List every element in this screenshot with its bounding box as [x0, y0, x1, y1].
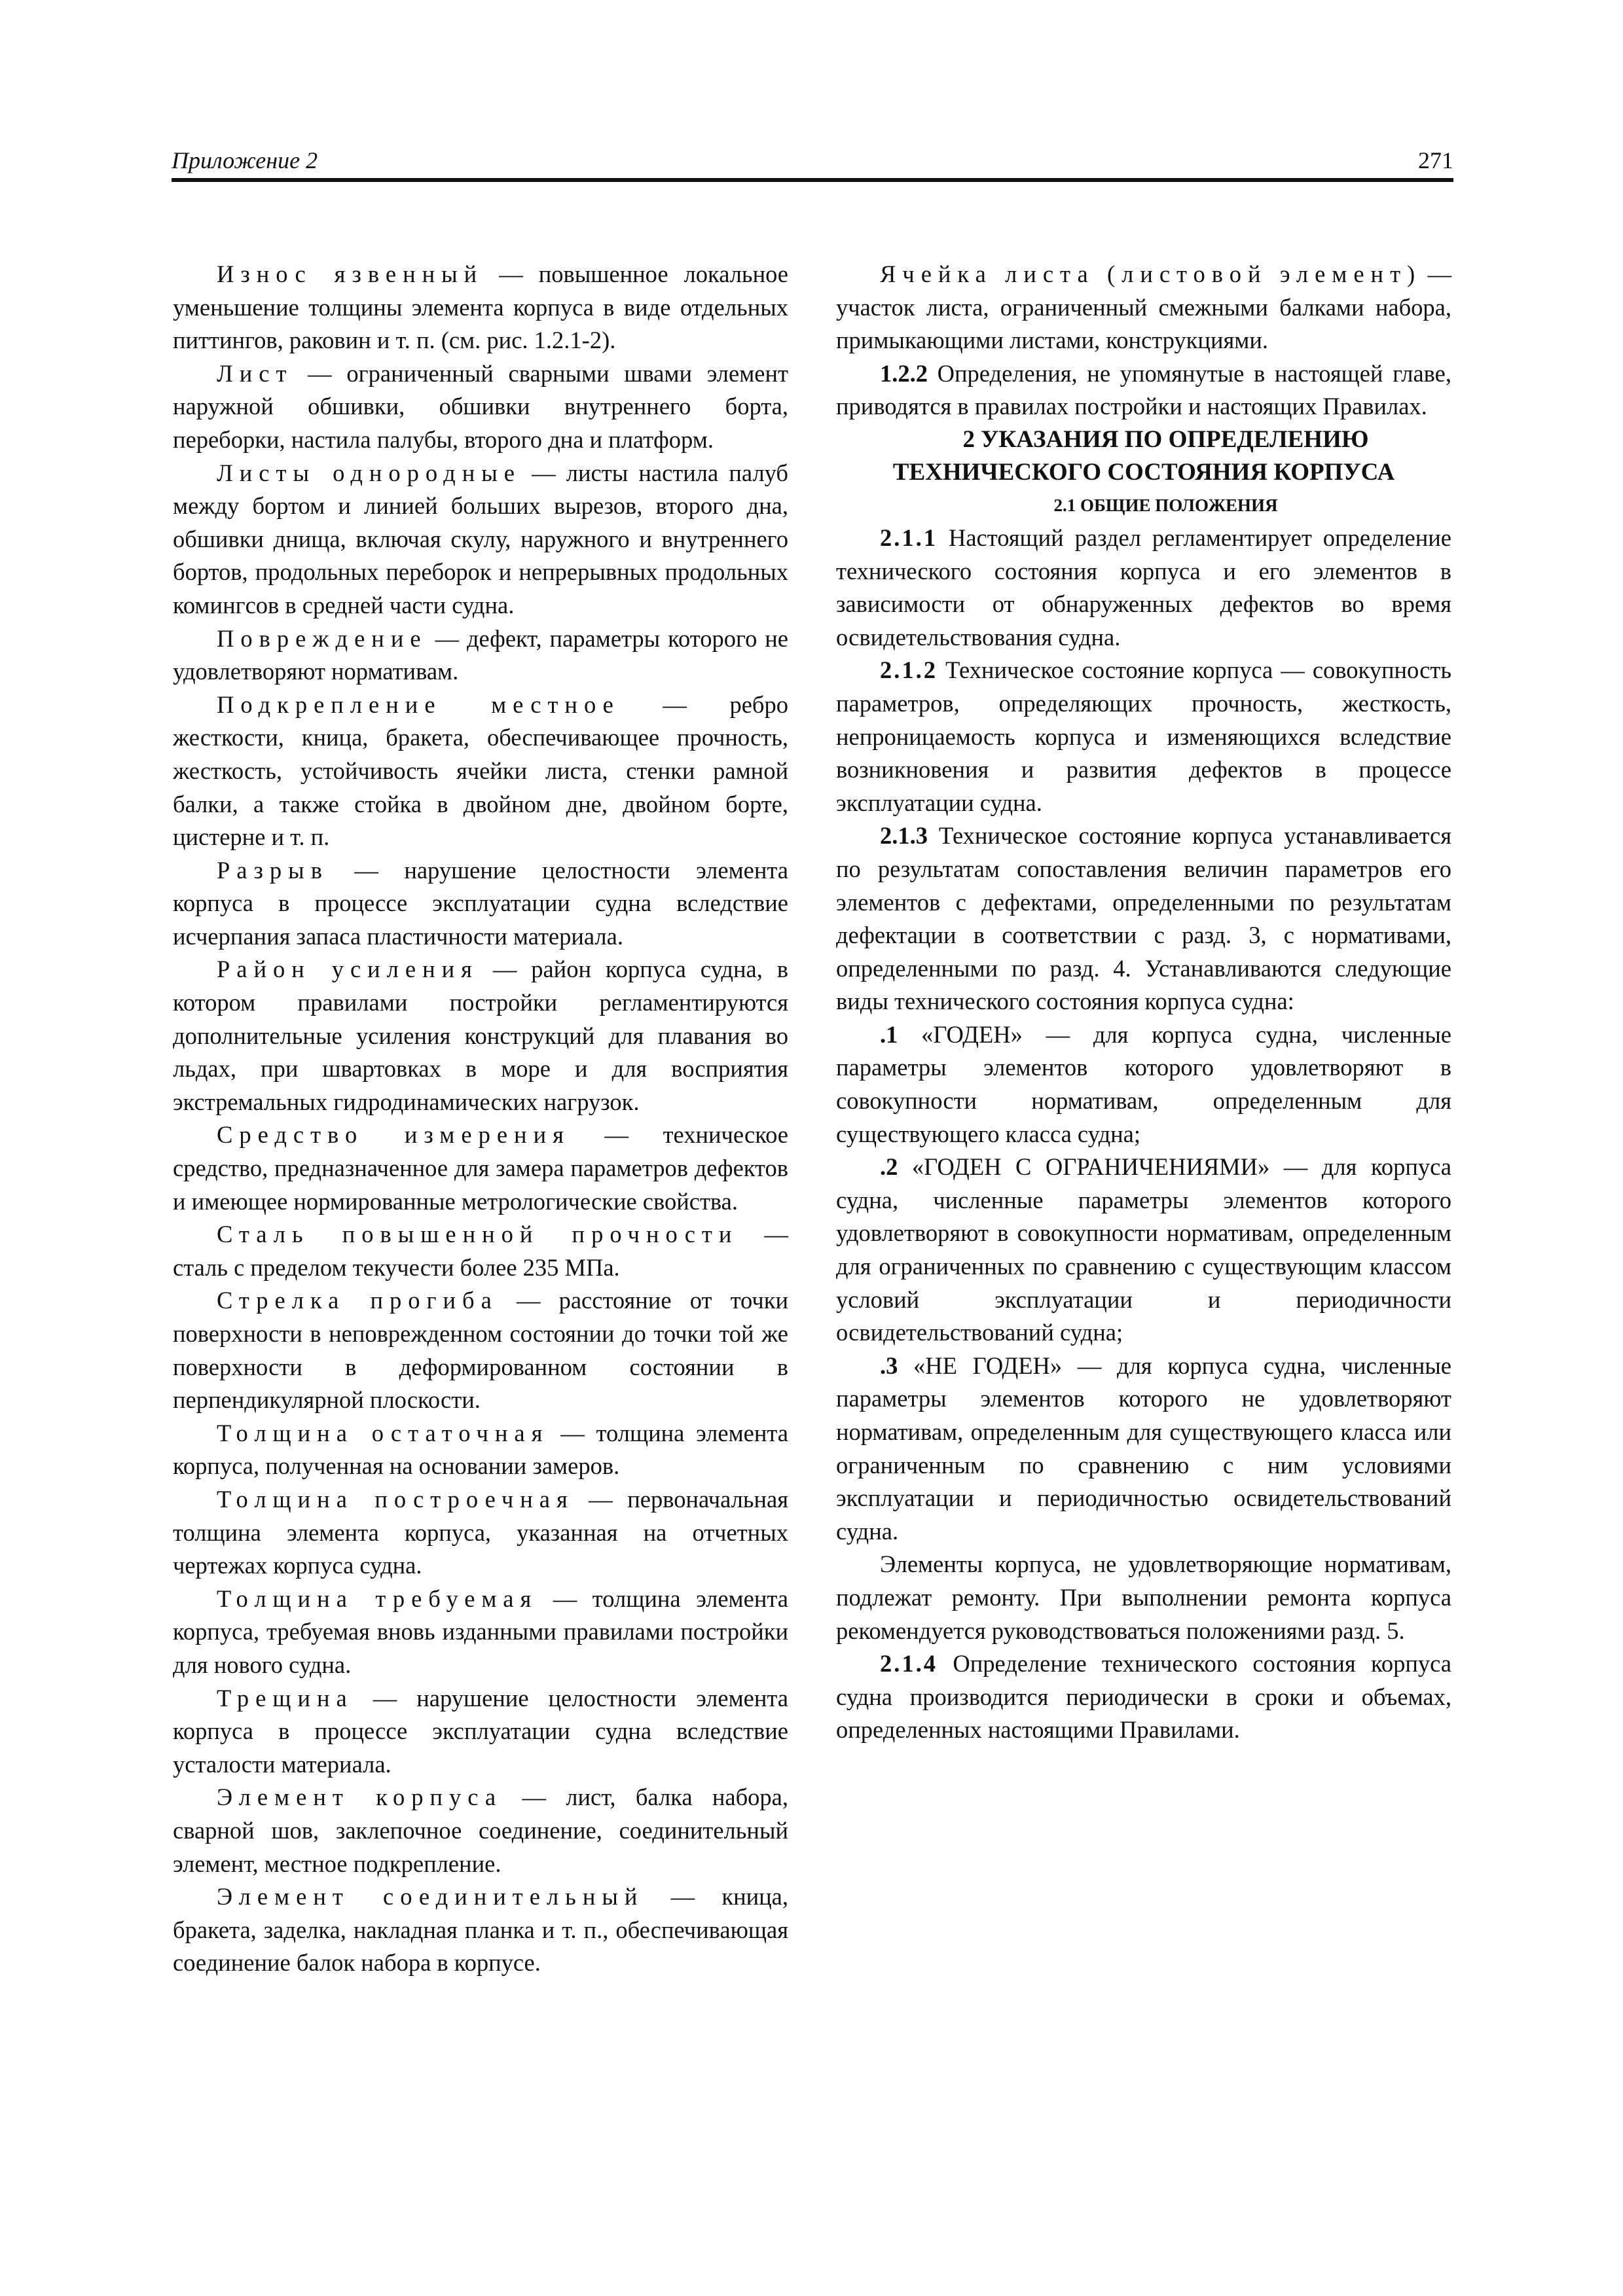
clause-number: 1.2.2 [880, 359, 928, 387]
clause-number: 2.1.1 [880, 524, 938, 551]
list-item-text: «ГОДЕН С ОГРАНИЧЕНИЯМИ» — для корпуса судна, численные параметры элементов которого удовлетворяют в совокупности нормативам, определенным для ограниченных по сравнению с существующим классом условий эксплуатации и периодичности освидетельствований судна; [836, 1153, 1451, 1346]
definition-term: Сталь повышенной прочности [217, 1221, 739, 1248]
definition-paragraph [173, 953, 788, 1119]
definition-term: Подкрепление местное [217, 691, 620, 718]
definition-text: — лист, балка набора, сварной шов, заклепочное соединение, соединительный элемент, местное подкрепление. [173, 1784, 788, 1877]
clause-text: Определение технического состояния корпуса судна производится периодически в сроки и объемах, определенных настоящими Правилами. [836, 1650, 1451, 1744]
definition-text: — расстояние от точки поверхности в неповрежденном состоянии до точки той же поверхности в деформированном состоянии в перпендикулярной плоскости. [173, 1287, 788, 1414]
definition-paragraph [173, 1119, 788, 1218]
left-column [173, 258, 788, 1980]
header-title: Приложение 2 [172, 147, 318, 173]
list-item [836, 1151, 1451, 1350]
definition-paragraph [173, 854, 788, 954]
definition-paragraph [173, 457, 788, 622]
definition-text: — техническое средство, предназначенное для замера параметров дефектов и имеющее нормированные метрологические свойства. [173, 1121, 789, 1215]
definition-term: Элемент корпуса [217, 1784, 503, 1811]
list-item-text: «ГОДЕН» — для корпуса судна, численные параметры элементов которого удовлетворяют в совокупности нормативам, определенным для существующего класса судна; [836, 1020, 1451, 1147]
clause-1-2-2 [836, 357, 1451, 423]
clause-2-1-3 [836, 819, 1451, 1018]
clause-2-1-4 [836, 1647, 1451, 1747]
definition-paragraph [173, 258, 788, 357]
definition-term: Толщина остаточная [217, 1419, 549, 1446]
right-column [836, 258, 1451, 1747]
definition-paragraph [173, 1218, 788, 1284]
definition-paragraph [173, 622, 788, 689]
definition-term: Листы однородные [217, 459, 521, 486]
clause-2-1-1 [836, 522, 1451, 654]
list-item [836, 1350, 1451, 1549]
definition-term: Разрыв [217, 856, 329, 884]
clause-2-1-2 [836, 654, 1451, 819]
definition-paragraph [173, 1781, 788, 1880]
definition-term: Трещина [217, 1684, 354, 1712]
definition-term: Лист [217, 359, 293, 387]
definition-text: — толщина элемента корпуса, требуемая вновь изданными правилами постройки для нового судна. [173, 1585, 788, 1678]
definition-text: — листы настила палуб между бортом и линией больших вырезов, второго дна, обшивки днища, включая скулу, наружного и внутреннего бортов, продольных переборок и непрерывных продольных комингсов в средней части судна. [173, 459, 788, 619]
definition-term: Повреждение [217, 624, 428, 652]
list-item-number: .1 [880, 1020, 898, 1048]
clause-number: 2.1.2 [880, 656, 938, 684]
definition-text: — нарушение целостности элемента корпуса в процессе эксплуатации судна вследствие исчерпания запаса пластичности материала. [173, 856, 788, 950]
body-paragraph: Элементы корпуса, не удовлетворяющие нормативам, подлежат ремонту. При выполнении ремонта корпуса рекомендуется руководствоваться положениями разд. 5. [836, 1551, 1451, 1644]
clause-text: Техническое состояние корпуса устанавливается по результатам сопоставления величин параметров его элементов с дефектами, определенными по результатам дефектации в соответствии с разд. 3, с нормативами, определенными по разд. 4. Устанавливаются следующие виды технического состояния корпуса судна: [836, 822, 1451, 1015]
definition-text: — толщина элемента корпуса, полученная на основании замеров. [173, 1419, 788, 1480]
definition-paragraph [173, 1583, 788, 1682]
section-heading [836, 423, 1451, 489]
clause-number: 2.1.3 [880, 822, 928, 850]
definition-term: Средство измерения [217, 1121, 570, 1149]
definition-paragraph [836, 258, 1451, 357]
list-item-number: .3 [880, 1352, 898, 1379]
definition-term: Район усиления [217, 956, 479, 983]
clause-text: Определения, не упомянутые в настоящей главе, приводятся в правилах постройки и настоящих Правилах. [836, 359, 1451, 420]
definition-term: Элемент соединительный [217, 1883, 644, 1910]
section-heading-line: ТЕХНИЧЕСКОГО СОСТОЯНИЯ КОРПУСА [892, 458, 1395, 486]
clause-number: 2.1.4 [880, 1650, 938, 1677]
clause-text: Техническое состояние корпуса — совокупность параметров, определяющих прочность, жесткость, непроницаемость корпуса и изменяющихся вследствие возникновения и развития дефектов в процессе эксплуатации судна. [836, 656, 1451, 816]
definition-text: — ограниченный сварными швами элемент наружной обшивки, обшивки внутреннего борта, переборки, настила палубы, второго дна и платформ. [173, 359, 788, 453]
page-number: 271 [1418, 147, 1453, 173]
subsection-heading: 2.1 ОБЩИЕ ПОЛОЖЕНИЯ [1053, 495, 1278, 515]
definition-text: — дефект, параметры которого не удовлетворяют нормативам. [173, 624, 788, 685]
page-header [172, 143, 1453, 182]
definition-text: — первоначальная толщина элемента корпуса, указанная на отчетных чертежах корпуса судна. [173, 1485, 788, 1579]
definition-text: — участок листа, ограниченный смежными балками набора, примыкающими листами, конструкциями. [836, 260, 1451, 354]
definition-paragraph [173, 1483, 788, 1583]
section-heading-line: 2 УКАЗАНИЯ ПО ОПРЕДЕЛЕНИЮ [962, 425, 1369, 453]
definition-text: — сталь с пределом текучести более 235 МПа. [173, 1221, 788, 1281]
definition-paragraph [173, 1284, 788, 1416]
definition-text: — ребро жесткости, кница, бракета, обеспечивающее прочность, жесткость, устойчивость ячейки листа, стенки рамной балки, а также стойка в двойном дне, двойном борте, цистерне и т. п. [173, 691, 788, 851]
definition-text: — повышенное локальное уменьшение толщины элемента корпуса в виде отдельных питтингов, раковин и т. п. (см. рис. 1.2.1-2). [173, 260, 788, 354]
definition-paragraph [173, 1682, 788, 1782]
definition-paragraph [173, 689, 788, 854]
definition-paragraph [173, 1880, 788, 1980]
clause-text: Настоящий раздел регламентирует определение технического состояния корпуса и его элементов в зависимости от обнаруженных дефектов во время освидетельствования судна. [836, 524, 1451, 651]
definition-term: Толщина требуемая [217, 1585, 538, 1612]
definition-term: Стрелка прогиба [217, 1287, 498, 1314]
definition-paragraph [173, 1417, 788, 1483]
definition-paragraph [173, 357, 788, 457]
definition-term: Толщина построечная [217, 1485, 574, 1513]
list-item-number: .2 [880, 1153, 898, 1181]
definition-term: Ячейка листа (листовой элемент) [880, 260, 1422, 287]
definition-text: — кница, бракета, заделка, накладная планка и т. п., обеспечивающая соединение балок набора в корпусе. [173, 1883, 788, 1977]
definition-term: Износ язвенный [217, 260, 484, 287]
definition-text: — район корпуса судна, в котором правилами постройки регламентируются дополнительные усиления конструкций для плавания во льдах, при швартовках в море и для восприятия экстремальных гидродинамических нагрузок. [173, 956, 788, 1115]
list-item [836, 1018, 1451, 1151]
definition-text: — нарушение целостности элемента корпуса в процессе эксплуатации судна вследствие усталости материала. [173, 1684, 788, 1778]
list-item-text: «НЕ ГОДЕН» — для корпуса судна, численные параметры элементов которого не удовлетворяют нормативам, определенным для существующего класса или ограниченным по сравнению с ним условиями эксплуатации и периодичностью освидетельствований судна. [836, 1352, 1451, 1545]
